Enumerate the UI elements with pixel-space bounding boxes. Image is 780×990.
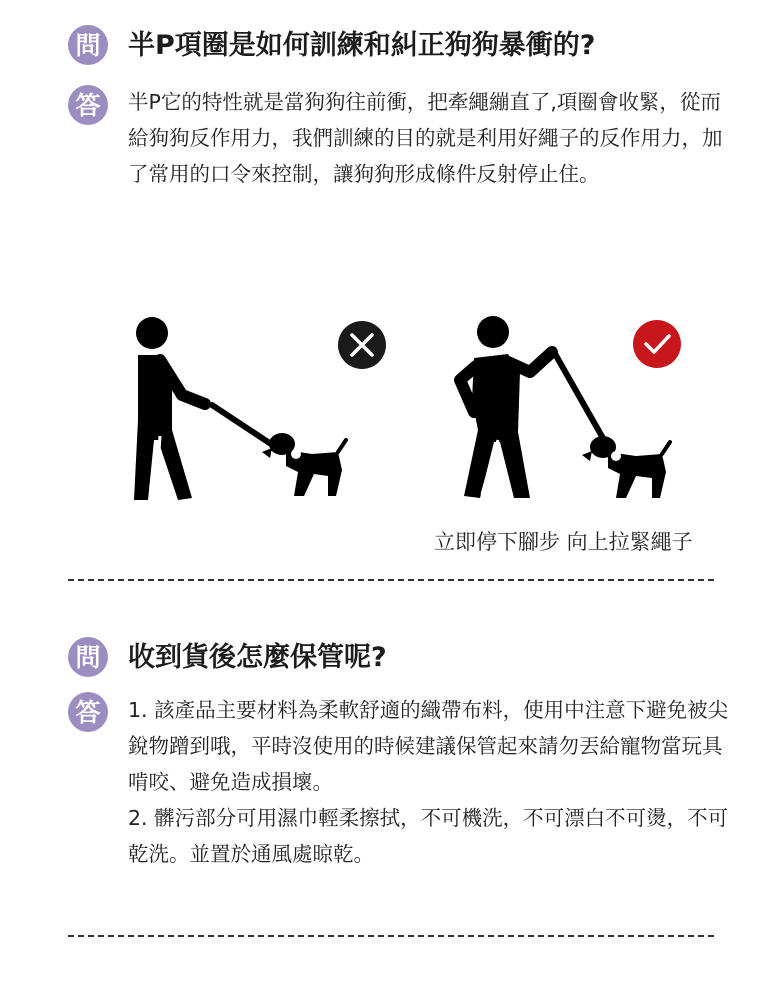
person-right-figure	[460, 316, 552, 498]
illustration-caption: 立即停下腳步 向上拉緊繩子	[434, 530, 693, 554]
section-divider-2	[68, 935, 714, 937]
answer-text-2	[128, 692, 738, 872]
question-badge-2: 問	[68, 637, 108, 677]
question-badge-1: 問	[68, 25, 108, 65]
person-wrong-figure	[134, 317, 205, 500]
answer-paragraph-1: 半P它的特性就是當狗狗往前衝，把牽繩繃直了,項圈會收緊，從而給狗狗反作用力，我們訓練的目的就是利用好繩子的反作用力，加了常用的口令來控制，讓狗狗形成條件反射停止住。	[128, 90, 723, 186]
leash-wrong	[212, 405, 274, 446]
question-title-1: 半P項圈是如何訓練和糾正狗狗暴衝的?	[128, 30, 596, 61]
leash-right	[554, 352, 604, 440]
answer-badge-2: 答	[68, 692, 108, 732]
check-mark-icon	[633, 320, 681, 368]
dog-right-figure	[582, 436, 670, 498]
answer-item-1: 1. 該產品主要材料為柔軟舒適的織帶布料，使用中注意下避免被尖銳物蹭到哦，平時沒使用的時候建議保管起來請勿丟給寵物當玩具啃咬、避免造成損壞。	[128, 698, 729, 794]
section-divider-1	[68, 579, 714, 581]
answer-badge-1: 答	[68, 85, 108, 125]
question-title-2: 收到貨後怎麼保管呢?	[128, 642, 387, 673]
answer-item-2: 2. 髒污部分可用濕巾輕柔擦拭，不可機洗，不可漂白不可燙，不可乾洗。並置於通風處晾乾。	[128, 806, 729, 866]
x-mark-icon	[338, 321, 386, 369]
dog-wrong-figure	[262, 433, 346, 496]
